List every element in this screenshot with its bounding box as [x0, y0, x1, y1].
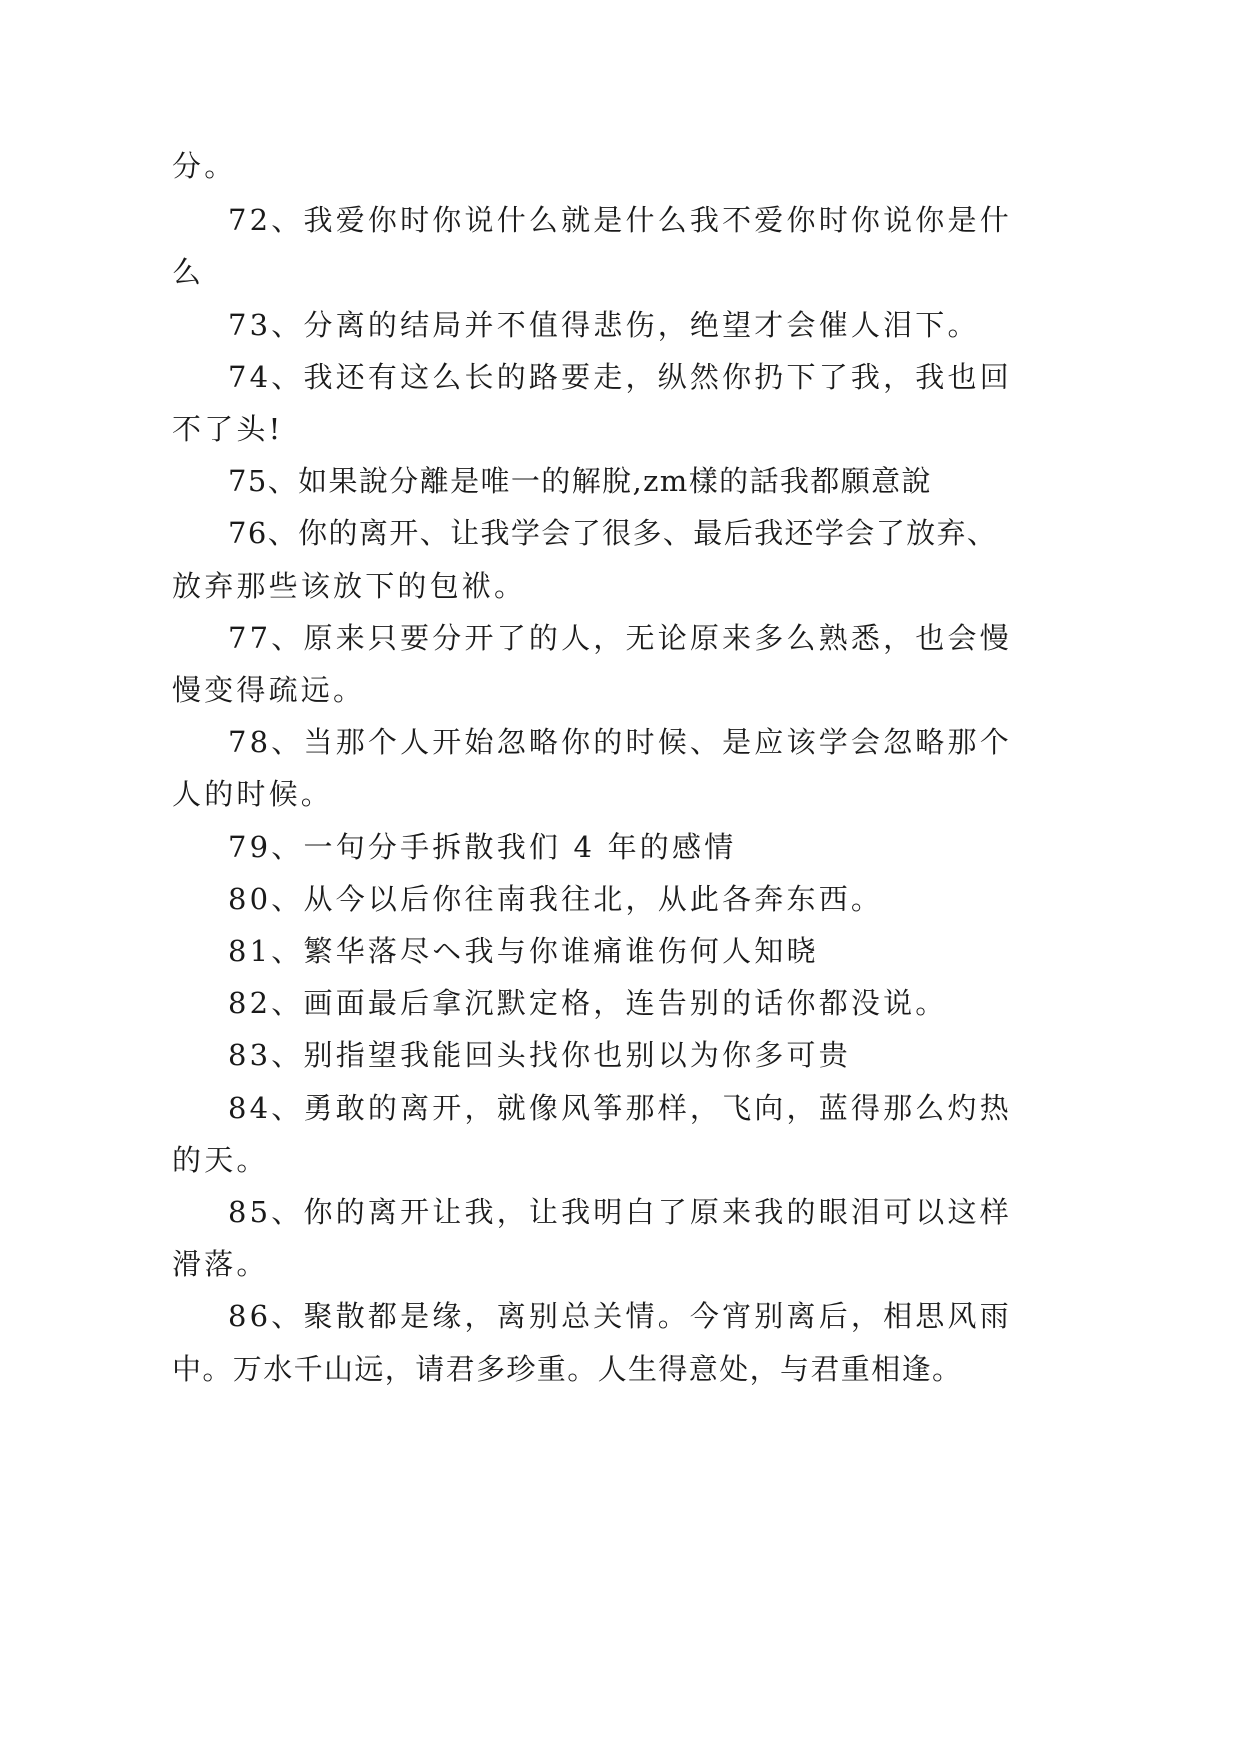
text-line: 83、别指望我能回头找你也别以为你多可贵 — [228, 1038, 851, 1072]
text-line: 72、我爱你时你说什么就是什么我不爱你时你说你是什 — [228, 203, 1012, 237]
text-line: 80、从今以后你往南我往北，从此各奔东西。 — [228, 882, 884, 916]
text-line: 人的时候。 — [172, 777, 334, 811]
text-line: 75、如果說分離是唯一的解脫,zm樣的話我都願意說 — [228, 464, 932, 498]
text-line: 78、当那个人开始忽略你的时候、是应该学会忽略那个 — [228, 725, 1012, 759]
text-line: 么 — [172, 255, 205, 289]
text-line: 86、聚散都是缘，离别总关情。今宵别离后，相思风雨 — [228, 1299, 1012, 1333]
text-line: 73、分离的结局并不值得悲伤，绝望才会催人泪下。 — [228, 308, 980, 342]
text-line: 74、我还有这么长的路要走，纵然你扔下了我，我也回 — [228, 360, 1012, 394]
text-line: 81、繁华落尽ヘ我与你谁痛谁伤何人知晓 — [228, 934, 819, 968]
text-line: 77、原来只要分开了的人，无论原来多么熟悉，也会慢 — [228, 621, 1012, 655]
text-line: 的天。 — [172, 1143, 269, 1177]
text-line: 84、勇敢的离开，就像风筝那样，飞向，蓝得那么灼热 — [228, 1091, 1012, 1125]
text-line: 82、画面最后拿沉默定格，连告别的话你都没说。 — [228, 986, 948, 1020]
text-line: 慢变得疏远。 — [172, 673, 366, 707]
text-line: 76、你的离开、让我学会了很多、最后我还学会了放弃、 — [228, 516, 998, 550]
text-line: 分。 — [172, 149, 237, 183]
text-line: 79、一句分手拆散我们 4 年的感情 — [228, 830, 737, 864]
text-line: 放弃那些该放下的包袱。 — [172, 569, 527, 603]
text-line: 85、你的离开让我，让我明白了原来我的眼泪可以这样 — [228, 1195, 1012, 1229]
text-line: 中。万水千山远，请君多珍重。人生得意处，与君重相逢。 — [172, 1352, 963, 1386]
text-line: 滑落。 — [172, 1247, 269, 1281]
text-line: 不了头! — [172, 412, 284, 446]
